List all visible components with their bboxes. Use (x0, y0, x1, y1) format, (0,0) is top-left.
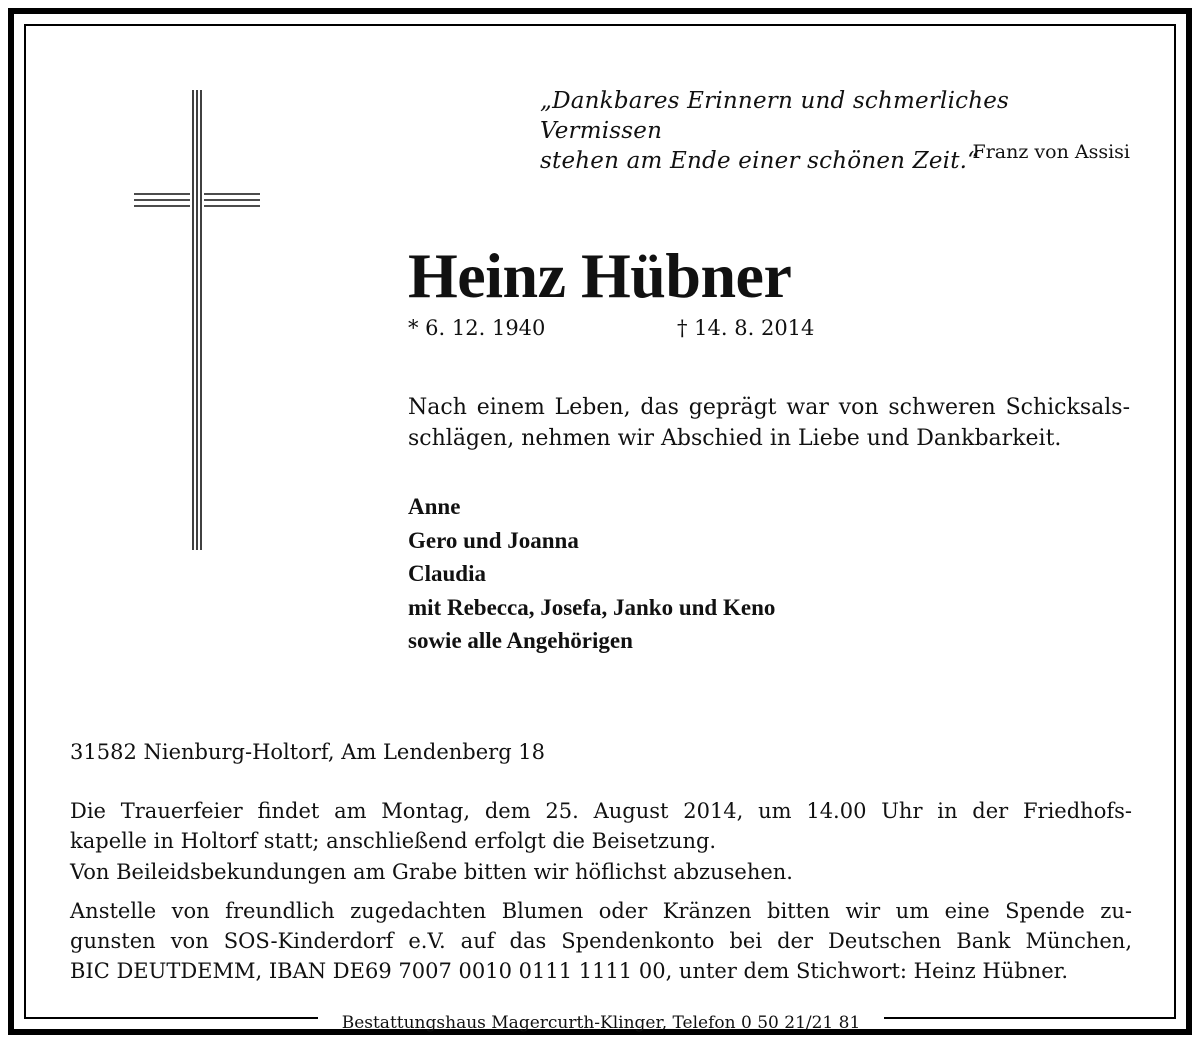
birth-date: * 6. 12. 1940 (408, 316, 546, 340)
family-list (408, 490, 775, 658)
donation-info (70, 896, 1132, 986)
condolences-note (70, 857, 1132, 887)
address: 31582 Nienburg-Holtorf, Am Lendenberg 18 (70, 740, 546, 764)
condolences-line: Von Beileidsbekundungen am Grabe bitten wir höflichst abzusehen. (70, 860, 793, 884)
donation-line-3: BIC DEUTDEMM, IBAN DE69 7007 0010 0111 1111 00, unter dem Stichwort: Heinz Hübner. (70, 959, 1069, 983)
deceased-name: Heinz Hübner (408, 240, 792, 311)
donation-line-2: gunsten von SOS-Kinderdorf e.V. auf das Spendenkonto bei der Deutschen Bank München, (70, 929, 1132, 953)
intro-text (408, 392, 1130, 454)
quote-author: Franz von Assisi (972, 141, 1130, 163)
funeral-home-footer: Bestattungshaus Magercurth-Klinger, Telefon 0 50 21/21 81 (341, 1013, 861, 1033)
funeral-info (70, 796, 1132, 856)
cross-icon (134, 90, 260, 550)
family-member: Anne (408, 494, 461, 519)
family-member: Gero und Joanna (408, 527, 579, 553)
quote-line-1: „Dankbares Erinnern und schmerliches Vermissen (540, 88, 1010, 144)
intro-line-2: schlägen, nehmen wir Abschied in Liebe und Dankbarkeit. (408, 426, 1062, 451)
quote-line-2: stehen am Ende einer schönen Zeit.“ (540, 148, 980, 174)
family-member: Claudia (408, 561, 486, 586)
funeral-line-1: Die Trauerfeier findet am Montag, dem 25. August 2014, um 14.00 Uhr in der Friedhofs- (70, 799, 1132, 823)
donation-line-1: Anstelle von freundlich zugedachten Blumen oder Kränzen bitten wir um eine Spende zu- (70, 899, 1132, 923)
death-date: † 14. 8. 2014 (677, 316, 815, 340)
family-member: sowie alle Angehörigen (408, 628, 633, 653)
intro-line-1: Nach einem Leben, das geprägt war von schweren Schicksals- (408, 395, 1130, 420)
family-member: mit Rebecca, Josefa, Janko und Keno (408, 594, 776, 620)
funeral-line-2: kapelle in Holtorf statt; anschließend erfolgt die Beisetzung. (70, 829, 717, 853)
